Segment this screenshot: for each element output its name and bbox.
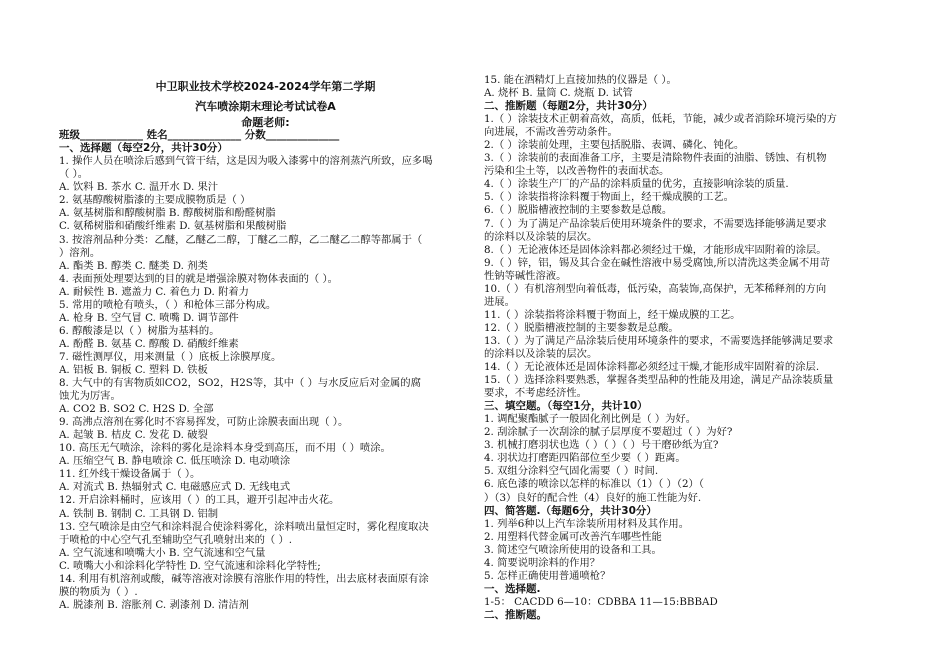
right-line: 9.（ ）锌，铝，锡及其合金在碱性溶液中易受腐蚀,所以清洗这类金属不用苛: [484, 256, 830, 269]
right-line: 8.（ ）无论液体还是固体涂料都必须经过干燥，才能形成牢固附着的涂层。: [484, 243, 827, 256]
exam-title: 汽车喷涂期末理论考试试卷A: [195, 100, 336, 114]
right-questions: [484, 74, 894, 622]
right-line: 15.（ ）选择涂料要熟悉，掌握各类型品种的性能及用途，满足产品涂装质量: [484, 374, 834, 387]
left-line: A. 铁制 B. 钢制 C. 工具钢 D. 铝制: [59, 507, 219, 520]
right-line: 1. 调配聚酯腻子一般固化剂比例是（ ）为好。: [484, 413, 697, 426]
right-line: 3. 机械打磨羽状也选（ ）（ ）（ ）号干磨砂纸为宜?: [484, 439, 719, 452]
right-line: 5. 双组分涂料空气固化需要（ ）时间.: [484, 465, 659, 478]
left-column: [59, 74, 472, 612]
right-line: 13.（ ）为了满足产品涂装后使用环境条件的要求，不需要选择能够满足要求: [484, 334, 834, 347]
right-line: 3. 简述空气喷涂所使用的设备和工具。: [484, 543, 662, 556]
right-line: 二、推断题（每题2分，共计30分）: [484, 100, 653, 113]
left-line: ）溶剂。: [59, 246, 101, 259]
right-line: 2.（ ）涂装前处理，主要包括脱脂、表调、磷化、钝化。: [484, 139, 745, 152]
left-line: C. 喷嘴大小和涂料化学特性 D. 空气流速和涂料化学特性;: [59, 559, 321, 572]
left-line: A. 起皱 B. 桔皮 C. 发花 D. 破裂: [59, 429, 208, 442]
right-line: 向进展，不需改善劳动条件。: [484, 126, 618, 139]
school-title: 中卫职业技术学校2024-2024学年第二学期: [155, 80, 376, 93]
left-line: 13. 空气喷涂是由空气和涂料混合使涂料雾化，涂料喷出量恒定时，雾化程度取决: [59, 520, 429, 533]
left-line: A. 氨基树脂和醇酸树脂 B. 醇酸树脂和酚醛树脂: [59, 207, 276, 220]
left-line: 于喷枪的中心空气孔至辅助空气孔喷射出来的（ ）.: [59, 533, 293, 546]
student-info-line: 班级____________ 姓名______________ 分数______________: [59, 129, 340, 142]
left-line: 7. 磁性测厚仪，用来测量（ ）底板上涂膜厚度。: [59, 350, 282, 363]
right-line: 污染和尘土等，以改善物件的表面状态。: [484, 165, 670, 178]
right-column: [484, 74, 894, 622]
right-line: 二、推断题。: [484, 608, 547, 621]
left-line: 1. 操作人员在喷涂后感到气管干结，这是因为吸入漆雾中的溶剂蒸汽所致，应多喝: [59, 155, 433, 168]
right-line: 6.（ ）脱脂槽液控制的主要参数是总酸。: [484, 204, 673, 217]
left-line: 10. 高压无气喷涂，涂料的雾化是涂料本身受到高压，而不用（ ）喷涂。: [59, 442, 391, 455]
left-line: 6. 醇酸漆是以（ ）树脂为基料的。: [59, 324, 220, 337]
left-line: A. 耐候性 B. 遮盖力 C. 着色力 D. 附着力: [59, 285, 249, 298]
right-line: A. 烧杯 B. 量筒 C. 烧瓶 D. 试管: [484, 87, 633, 100]
right-line: 12.（ ）脱脂槽液控制的主要参数是总酸。: [484, 321, 679, 334]
left-line: 2. 氨基醇酸树脂漆的主要成膜物质是（ ）: [59, 194, 251, 207]
left-line: 8. 大气中的有害物质如CO2，SO2，H2S等，其中（ ）与水反应后对金属的腐: [59, 377, 421, 390]
left-line: C. 氨稀树脂和硝酸纤维素 D. 氨基树脂和果酸树脂: [59, 220, 287, 233]
right-line: 4. 简要说明涂料的作用？: [484, 556, 601, 569]
left-line: A. 对流式 B. 热辐射式 C. 电磁感应式 D. 无线电式: [59, 481, 291, 494]
left-line: A. 铝板 B. 铜板 C. 塑料 D. 铁板: [59, 363, 208, 376]
left-line: 膜的物质为（ ）.: [59, 585, 138, 598]
left-line: A. 空气流速和喷嘴大小 B. 空气流速和空气量: [59, 546, 266, 559]
left-line: 12. 开启涂料桶时，应该用（ ）的工具，避开引起冲击火花。: [59, 494, 340, 507]
right-line: 14.（ ）无论液体还是固体涂料都必须经过干燥,才能形成牢固附着的涂层.: [484, 361, 820, 374]
left-line: A. 酚醛 B. 氨基 C. 醇酸 D. 硝酸纤维素: [59, 337, 239, 350]
right-line: 4. 羽状边打磨距四陷部位至少要（ ）距离。: [484, 452, 686, 465]
left-line: 5. 常用的喷枪有喷头，（ ）和枪体三部分构成。: [59, 298, 277, 311]
right-line: ）（3）良好的配合性（4）良好的施工性能为好.: [484, 491, 702, 504]
right-line: 一、选择题.: [484, 582, 541, 595]
left-line: A. 压缩空气 B. 静电喷涂 C. 低压喷涂 D. 电动喷涂: [59, 455, 291, 468]
left-questions: [59, 142, 472, 612]
left-line: 4. 表面预处理要达到的目的就是增强涂膜对物体表面的（ ）。: [59, 272, 338, 285]
right-line: 三、填空题。（每空1分，共计10）: [484, 400, 648, 413]
right-line: 10.（ ）有机溶剂型向着低毒，低污染，高装饰,高保护，无苯稀释剂的方向: [484, 282, 827, 295]
left-line: A. 枪身 B. 空气冒 C. 喷嘴 D. 调节部件: [59, 311, 239, 324]
left-line: 11. 红外线干燥设备属于（ ）。: [59, 468, 201, 481]
right-line: 3.（ ）涂装前的表面准备工序，主要是清除物件表面的油脂、锈蚀、有机物: [484, 152, 827, 165]
left-line: A. 饮料 B. 茶水 C. 温开水 D. 果汁: [59, 181, 219, 194]
right-line: 性钠等碱性溶液。: [484, 269, 567, 282]
left-line: 3. 按溶剂品种分类：乙醚，乙醚乙二醇，丁醚乙二醇，乙二醚乙二醇等都属于（: [59, 233, 423, 246]
right-line: 2. 刮涂腻子一次刮涂的腻子层厚度不要超过（ ）为好?: [484, 426, 733, 439]
right-line: 1.（ ）涂装技术正朝着高效，高质，低耗，节能，减少或者消除环境污染的方: [484, 113, 837, 126]
left-line: A. CO2 B. SO2 C. H2S D. 全部: [59, 403, 214, 416]
right-line: 5.（ ）涂装指将涂料覆于物面上，经干燥成膜的工艺。: [484, 191, 734, 204]
left-line: 14. 利用有机溶剂或酸，碱等溶液对涂膜有溶胀作用的特性，出去底材表面原有涂: [59, 572, 429, 585]
right-line: 7.（ ）为了满足产品涂装后使用环境条件的要求，不需要选择能够满足要求: [484, 217, 827, 230]
left-line: 蚀尤为厉害。: [59, 390, 121, 403]
right-line: 的涂料以及涂装的层次。: [484, 347, 598, 360]
right-line: 1-5： CACDD 6—10：CDBBA 11—15:BBBAD: [484, 595, 718, 608]
right-line: 1. 列举6种以上汽车涂装所用材料及其作用。: [484, 517, 689, 530]
left-line: A. 酯类 B. 醇类 C. 醚类 D. 剂类: [59, 259, 208, 272]
left-line: 一、选择题（每空2分，共计30分）: [59, 142, 228, 155]
right-line: 11.（ ）涂装指将涂料覆于物面上，经干燥成膜的工艺。: [484, 308, 741, 321]
right-line: 进展。: [484, 295, 515, 308]
right-line: 15. 能在酒精灯上直接加热的仪器是（ ）。: [484, 74, 677, 86]
right-line: 的涂料以及涂装的层次。: [484, 230, 598, 243]
right-line: 5. 怎样正确使用普通喷枪？: [484, 569, 611, 582]
author-line: 命题老师:: [241, 116, 290, 130]
right-line: 四、简答题.（每题6分，共计30分）: [484, 504, 657, 517]
right-line: 4.（ ）涂装生产厂的产品的涂料质量的优劣，直接影响涂装的质量.: [484, 178, 789, 191]
right-line: 要求，不考虑经济性。: [484, 387, 587, 400]
left-line: （ ）。: [59, 168, 89, 181]
right-line: 2. 用塑料代替金属可改善汽车哪些性能: [484, 530, 662, 543]
left-line: 9. 高沸点溶剂在雾化时不容易挥发，可防止涂膜表面出现（ ）。: [59, 416, 349, 429]
left-line: A. 脱漆剂 B. 溶胀剂 C. 剥漆剂 D. 清洁剂: [59, 598, 249, 611]
right-line: 6. 底色漆的喷涂以怎样的标准以（1）（ ）（2）（: [484, 478, 704, 491]
